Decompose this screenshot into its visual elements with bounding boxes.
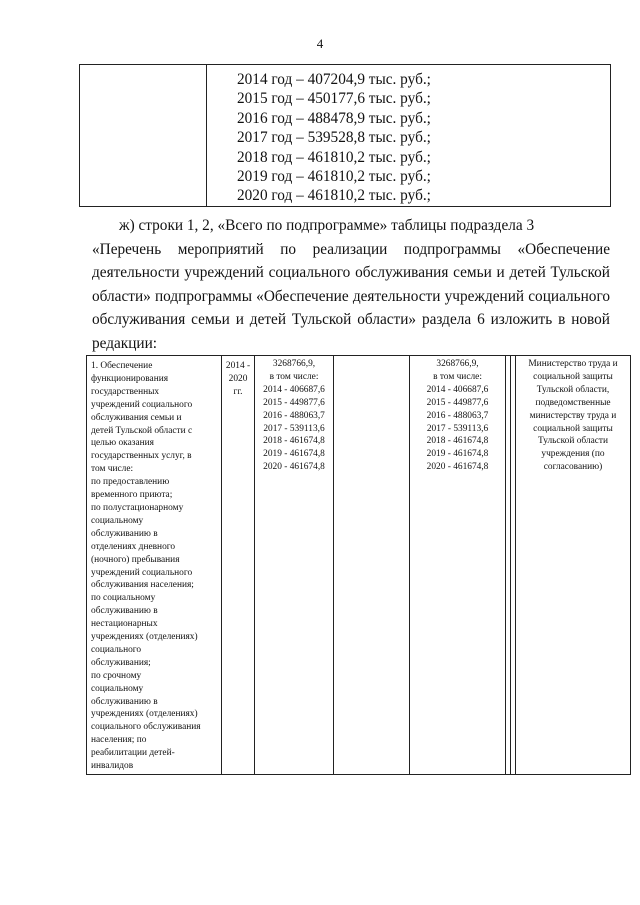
amendment-paragraph <box>92 214 610 355</box>
measure-name-line: по предоставлению <box>91 477 170 488</box>
measure-name-line: учреждениях (отделениях) <box>91 709 198 720</box>
measure-name-line: детей Тульской области с <box>91 425 193 436</box>
measure-name-line: функционирования <box>91 373 169 384</box>
measure-name-line: по социальному <box>91 593 156 604</box>
funding-amount-line: 2018 - 461674,8 <box>263 436 325 447</box>
measure-name-line: социального <box>91 644 142 655</box>
measure-name-line: обслуживанию в <box>91 606 158 617</box>
funding-table <box>79 64 611 207</box>
organization-line: согласованию) <box>543 462 603 473</box>
period-line: гг. <box>233 386 243 397</box>
funding-amount-line: 2016 - 488063,7 <box>426 410 489 421</box>
measure-name-line: учреждениях (отделениях) <box>91 632 198 643</box>
measure-name-line: обслуживания населения; <box>91 580 194 591</box>
measure-name-line: обслуживанию в <box>91 696 158 707</box>
organization-line: подведомственные <box>535 397 611 408</box>
measure-name-cell <box>87 356 222 775</box>
measure-name-line: (ночного) пребывания <box>91 554 180 565</box>
funding-amount-line: 2014 - 406687,6 <box>263 384 325 395</box>
funding-amount-line: 2020 - 461674,8 <box>426 462 489 473</box>
measure-name-line: социального обслуживания <box>91 722 201 733</box>
funding-amount-line: 2020 - 461674,8 <box>263 462 325 473</box>
measure-name-line: отделениях дневного <box>91 541 176 552</box>
measure-name-line: нестационарных <box>91 619 158 630</box>
organization-line: Министерство труда и <box>528 359 618 369</box>
measure-name-line: обслуживанию в <box>91 528 158 539</box>
measure-name-line: 1. Обеспечение <box>91 361 153 371</box>
organization-line: социальной защиты <box>533 371 613 382</box>
funding-year-line: 2020 год – 461810,2 тыс. руб.; <box>237 187 431 205</box>
funding-amount-line: 2015 - 449877,6 <box>426 397 489 408</box>
organization-line: Тульской области, <box>536 384 610 395</box>
organization-line: учреждения (по <box>541 449 605 460</box>
measure-name-line: том числе: <box>91 464 134 475</box>
funding-year-line: 2019 год – 461810,2 тыс. руб.; <box>237 168 431 186</box>
measure-name-line: населения; по <box>91 735 147 746</box>
organization-line: министерству труда и <box>529 410 617 421</box>
funding-year-line: 2015 год – 450177,6 тыс. руб.; <box>237 90 431 108</box>
period-cell <box>222 356 255 775</box>
responsible-organization-cell <box>516 356 631 775</box>
measure-name-line: государственных услуг, в <box>91 451 192 462</box>
funding-years-cell <box>207 65 611 207</box>
empty-cell <box>334 356 410 775</box>
period-line: 2020 <box>228 373 248 384</box>
funding-total-cell-a <box>255 356 334 775</box>
funding-amount-line: 2017 - 539113,6 <box>263 423 325 434</box>
measure-name-line: обслуживания семьи и <box>91 412 182 423</box>
measure-name-line: по полустационарному <box>91 502 184 513</box>
funding-year-line: 2018 год – 461810,2 тыс. руб.; <box>237 148 431 166</box>
measure-name-line: по срочному <box>91 670 142 681</box>
measure-name-line: социальному <box>91 515 144 526</box>
measure-name-line: целью оказания <box>91 438 154 449</box>
amendment-body: «Перечень мероприятий по реализации подпрограммы «Обеспечение деятельности учреждений социального обслуживания семьи и детей Тульской области» подпрограммы «Обеспечение деятельности учреждений социального обслуживания семьи и детей Тульской области» раздела 6 изложить в новой редакции: <box>92 240 610 352</box>
page-number: 4 <box>316 36 324 51</box>
funding-year-line: 2016 год – 488478,9 тыс. руб.; <box>237 109 431 127</box>
funding-amount-line: 2018 - 461674,8 <box>426 436 489 447</box>
funding-amount-line: 2014 - 406687,6 <box>426 384 489 395</box>
funding-total-cell-b <box>410 356 506 775</box>
amendment-first-line: ж) строки 1, 2, «Всего по подпрограмме» таблицы подраздела 3 <box>119 217 535 234</box>
funding-year-line: 2017 год – 539528,8 тыс. руб.; <box>237 129 431 147</box>
measure-name-line: учреждений социального <box>91 399 193 410</box>
measure-name-line: инвалидов <box>91 761 134 772</box>
measure-name-line: обслуживания; <box>91 657 151 668</box>
measures-table <box>86 355 631 775</box>
funding-amount-line: 3268766,9, <box>436 359 479 369</box>
measure-name-line: социальному <box>91 683 144 694</box>
measure-name-line: реабилитации детей- <box>91 748 175 759</box>
measure-name-line: временного приюта; <box>91 490 173 501</box>
funding-table-empty-cell <box>80 65 207 207</box>
funding-amount-line: в том числе: <box>433 371 482 382</box>
measure-name-line: государственных <box>91 386 160 397</box>
funding-amount-line: 2019 - 461674,8 <box>263 449 325 460</box>
period-line: 2014 - <box>225 361 251 371</box>
measure-name-line: учреждений социального <box>91 567 193 578</box>
funding-year-line: 2014 год – 407204,9 тыс. руб.; <box>237 71 431 88</box>
funding-amount-line: 2017 - 539113,6 <box>426 423 489 434</box>
funding-amount-line: 2015 - 449877,6 <box>263 397 325 408</box>
organization-line: социальной защиты <box>533 423 613 434</box>
funding-amount-line: в том числе: <box>269 371 319 382</box>
funding-amount-line: 2016 - 488063,7 <box>263 410 325 421</box>
funding-amount-line: 2019 - 461674,8 <box>426 449 489 460</box>
funding-amount-line: 3268766,9, <box>272 359 316 369</box>
organization-line: Тульской области <box>537 436 609 447</box>
